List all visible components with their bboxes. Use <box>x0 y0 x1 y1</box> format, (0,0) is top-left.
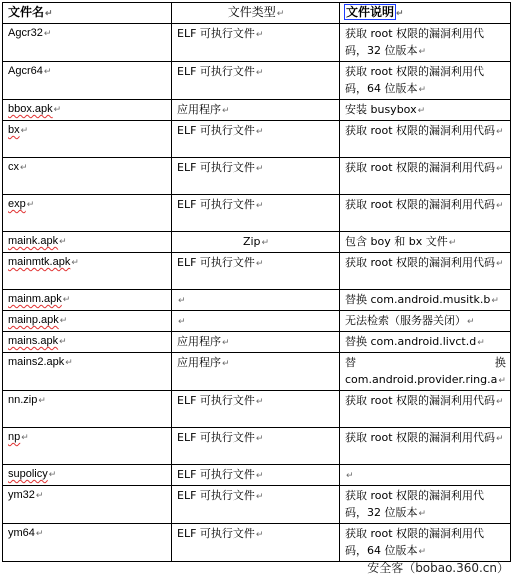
table-row: mainp.apk↵ ↵ 无法检索（服务器关闭）↵ <box>3 311 511 332</box>
table-row: nn.zip↵ ELF 可执行文件↵ 获取 root 权限的漏洞利用代码↵ <box>3 391 511 428</box>
table-row: mains.apk↵ 应用程序↵ 替换 com.android.livct.d↵ <box>3 332 511 353</box>
table-row: mainm.apk↵ ↵ 替换 com.android.musitk.b↵ <box>3 290 511 311</box>
table-row: bx↵ ELF 可执行文件↵ 获取 root 权限的漏洞利用代码↵ <box>3 121 511 158</box>
table-row: ym32↵ ELF 可执行文件↵ 获取 root 权限的漏洞利用代码，32 位版本↵ <box>3 486 511 524</box>
table-row: Agcr64↵ ELF 可执行文件↵ 获取 root 权限的漏洞利用代码，64 位版本↵ <box>3 62 511 100</box>
header-filetype: 文件类型↵ <box>172 3 340 24</box>
table-row: np↵ ELF 可执行文件↵ 获取 root 权限的漏洞利用代码↵ <box>3 428 511 465</box>
header-row <box>3 3 511 24</box>
table-row: supolicy↵ ELF 可执行文件↵ ↵ <box>3 465 511 486</box>
header-description: 文件说明 ↵ <box>340 3 511 24</box>
table-row: mainmtk.apk↵ ELF 可执行文件↵ 获取 root 权限的漏洞利用代码↵ <box>3 253 511 290</box>
table-row: maink.apk↵ Zip↵ 包含 boy 和 bx 文件↵ <box>3 232 511 253</box>
table-row: exp↵ ELF 可执行文件↵ 获取 root 权限的漏洞利用代码↵ <box>3 195 511 232</box>
table-row: ym64↵ ELF 可执行文件↵ 获取 root 权限的漏洞利用代码，64 位版本↵ <box>3 524 511 562</box>
table-row: Agcr32↵ ELF 可执行文件↵ 获取 root 权限的漏洞利用代码，32 位版本↵ <box>3 24 511 62</box>
watermark: 安全客（bobao.360.cn） <box>367 561 509 575</box>
header-filename: 文件名↵ <box>3 3 172 24</box>
table-row: bbox.apk↵ 应用程序↵ 安装 busybox↵ <box>3 100 511 121</box>
table-row: mains2.apk↵ 应用程序↵ 替 换 com.android.provider.ring.a↵ <box>3 353 511 391</box>
table-row: cx↵ ELF 可执行文件↵ 获取 root 权限的漏洞利用代码↵ <box>3 158 511 195</box>
file-table <box>2 2 511 562</box>
